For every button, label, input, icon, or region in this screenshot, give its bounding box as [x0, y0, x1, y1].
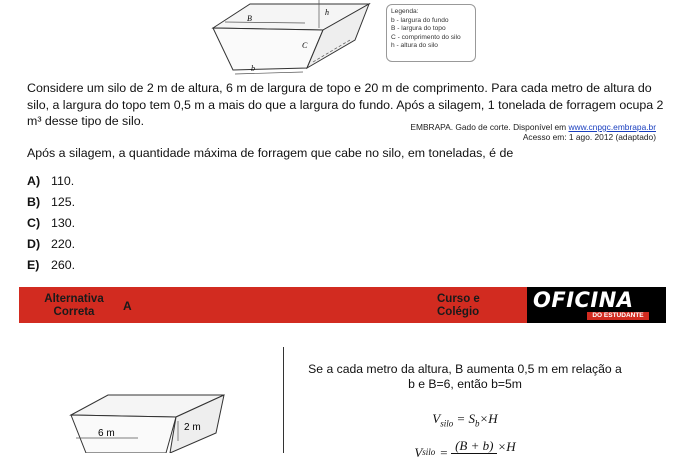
solution-text: [300, 362, 630, 460]
solution-line1: Se a cada metro da altura, B aumenta 0,5 m em relação a: [308, 362, 622, 376]
source-link[interactable]: www.cnpgc.embrapa.br: [568, 122, 656, 132]
solution-line2: b e B=6, então b=5m: [408, 377, 522, 391]
option-letter: B): [27, 194, 41, 209]
silo-diagram-top: [205, 0, 375, 76]
option-b[interactable]: [27, 191, 75, 212]
option-c[interactable]: [27, 212, 75, 233]
formula-1-tail: ×H: [479, 411, 498, 426]
formula-2-lhs: V: [414, 444, 423, 460]
label-height-2m: 2 m: [184, 422, 201, 433]
option-letter: A): [27, 173, 41, 188]
oficina-logo: [527, 287, 666, 323]
vertical-divider: [283, 347, 284, 453]
question-text: Após a silagem, a quantidade máxima de forragem que cabe no silo, em toneladas, é de: [27, 146, 514, 160]
course-label-line2: Colégio: [437, 305, 480, 318]
legend-title: Legenda:: [391, 8, 419, 15]
logo-text: OFICINA: [533, 288, 634, 312]
answer-value: A: [123, 299, 132, 313]
label-width-6m: 6 m: [98, 428, 115, 439]
option-value: 220.: [51, 236, 76, 251]
option-a[interactable]: [27, 170, 75, 191]
source-access: Acesso em: 1 ago. 2012 (adaptado): [522, 132, 656, 142]
source-prefix: EMBRAPA. Gado de corte. Disponível em: [410, 122, 569, 132]
course-label-line1: Curso e: [437, 293, 480, 305]
answer-label: [29, 293, 119, 318]
option-value: 125.: [51, 194, 76, 209]
formula-2-lhs-sub: silo: [422, 446, 436, 457]
legend-item: C - comprimento do silo: [391, 33, 461, 41]
answer-label-line2: Correta: [53, 305, 95, 318]
option-value: 130.: [51, 215, 76, 230]
label-b: b: [251, 64, 255, 73]
legend-item: b - largura do fundo: [391, 16, 449, 24]
answer-band: [19, 287, 666, 323]
answer-label-line1: Alternativa: [44, 293, 104, 305]
legend-item: h - altura do silo: [391, 42, 438, 49]
formula-2-numerator: (B + b): [451, 438, 497, 454]
option-letter: D): [27, 236, 41, 251]
option-value: 260.: [51, 257, 76, 272]
formula-2: V silo = (B + b) ×H: [414, 437, 516, 460]
silo-diagram-solution: [66, 393, 246, 453]
formula-1-rhs: = S: [456, 411, 476, 426]
legend-box: [386, 4, 476, 62]
formula-2-tail: ×H: [497, 438, 516, 454]
formula-1-rhs-sub: b: [475, 418, 480, 429]
label-B: B: [247, 14, 252, 23]
formula-1: [300, 411, 630, 432]
option-d[interactable]: [27, 233, 75, 254]
option-letter: E): [27, 257, 40, 272]
formula-1-lhs-sub: silo: [440, 418, 454, 429]
option-value: 110.: [51, 173, 75, 188]
option-letter: C): [27, 215, 41, 230]
source-citation: [410, 122, 656, 142]
label-C: C: [302, 41, 308, 50]
course-label: [437, 293, 480, 318]
options-list: [27, 170, 75, 275]
problem-text: Considere um silo de 2 m de altura, 6 m de largura de topo e 20 m de comprimento. Para cada metro de altura do silo, a largura do topo tem 0,5 m a mais do que a largura do fundo. Após a silagem, 1 tonelada de forragem ocupa 2 m³ desse tipo de silo.: [27, 81, 664, 129]
option-e[interactable]: [27, 254, 75, 275]
label-h: h: [325, 8, 329, 17]
legend-item: B - largura do topo: [391, 25, 446, 32]
formula-1-lhs: V: [432, 411, 441, 426]
logo-subtitle: DO ESTUDANTE: [587, 312, 649, 320]
